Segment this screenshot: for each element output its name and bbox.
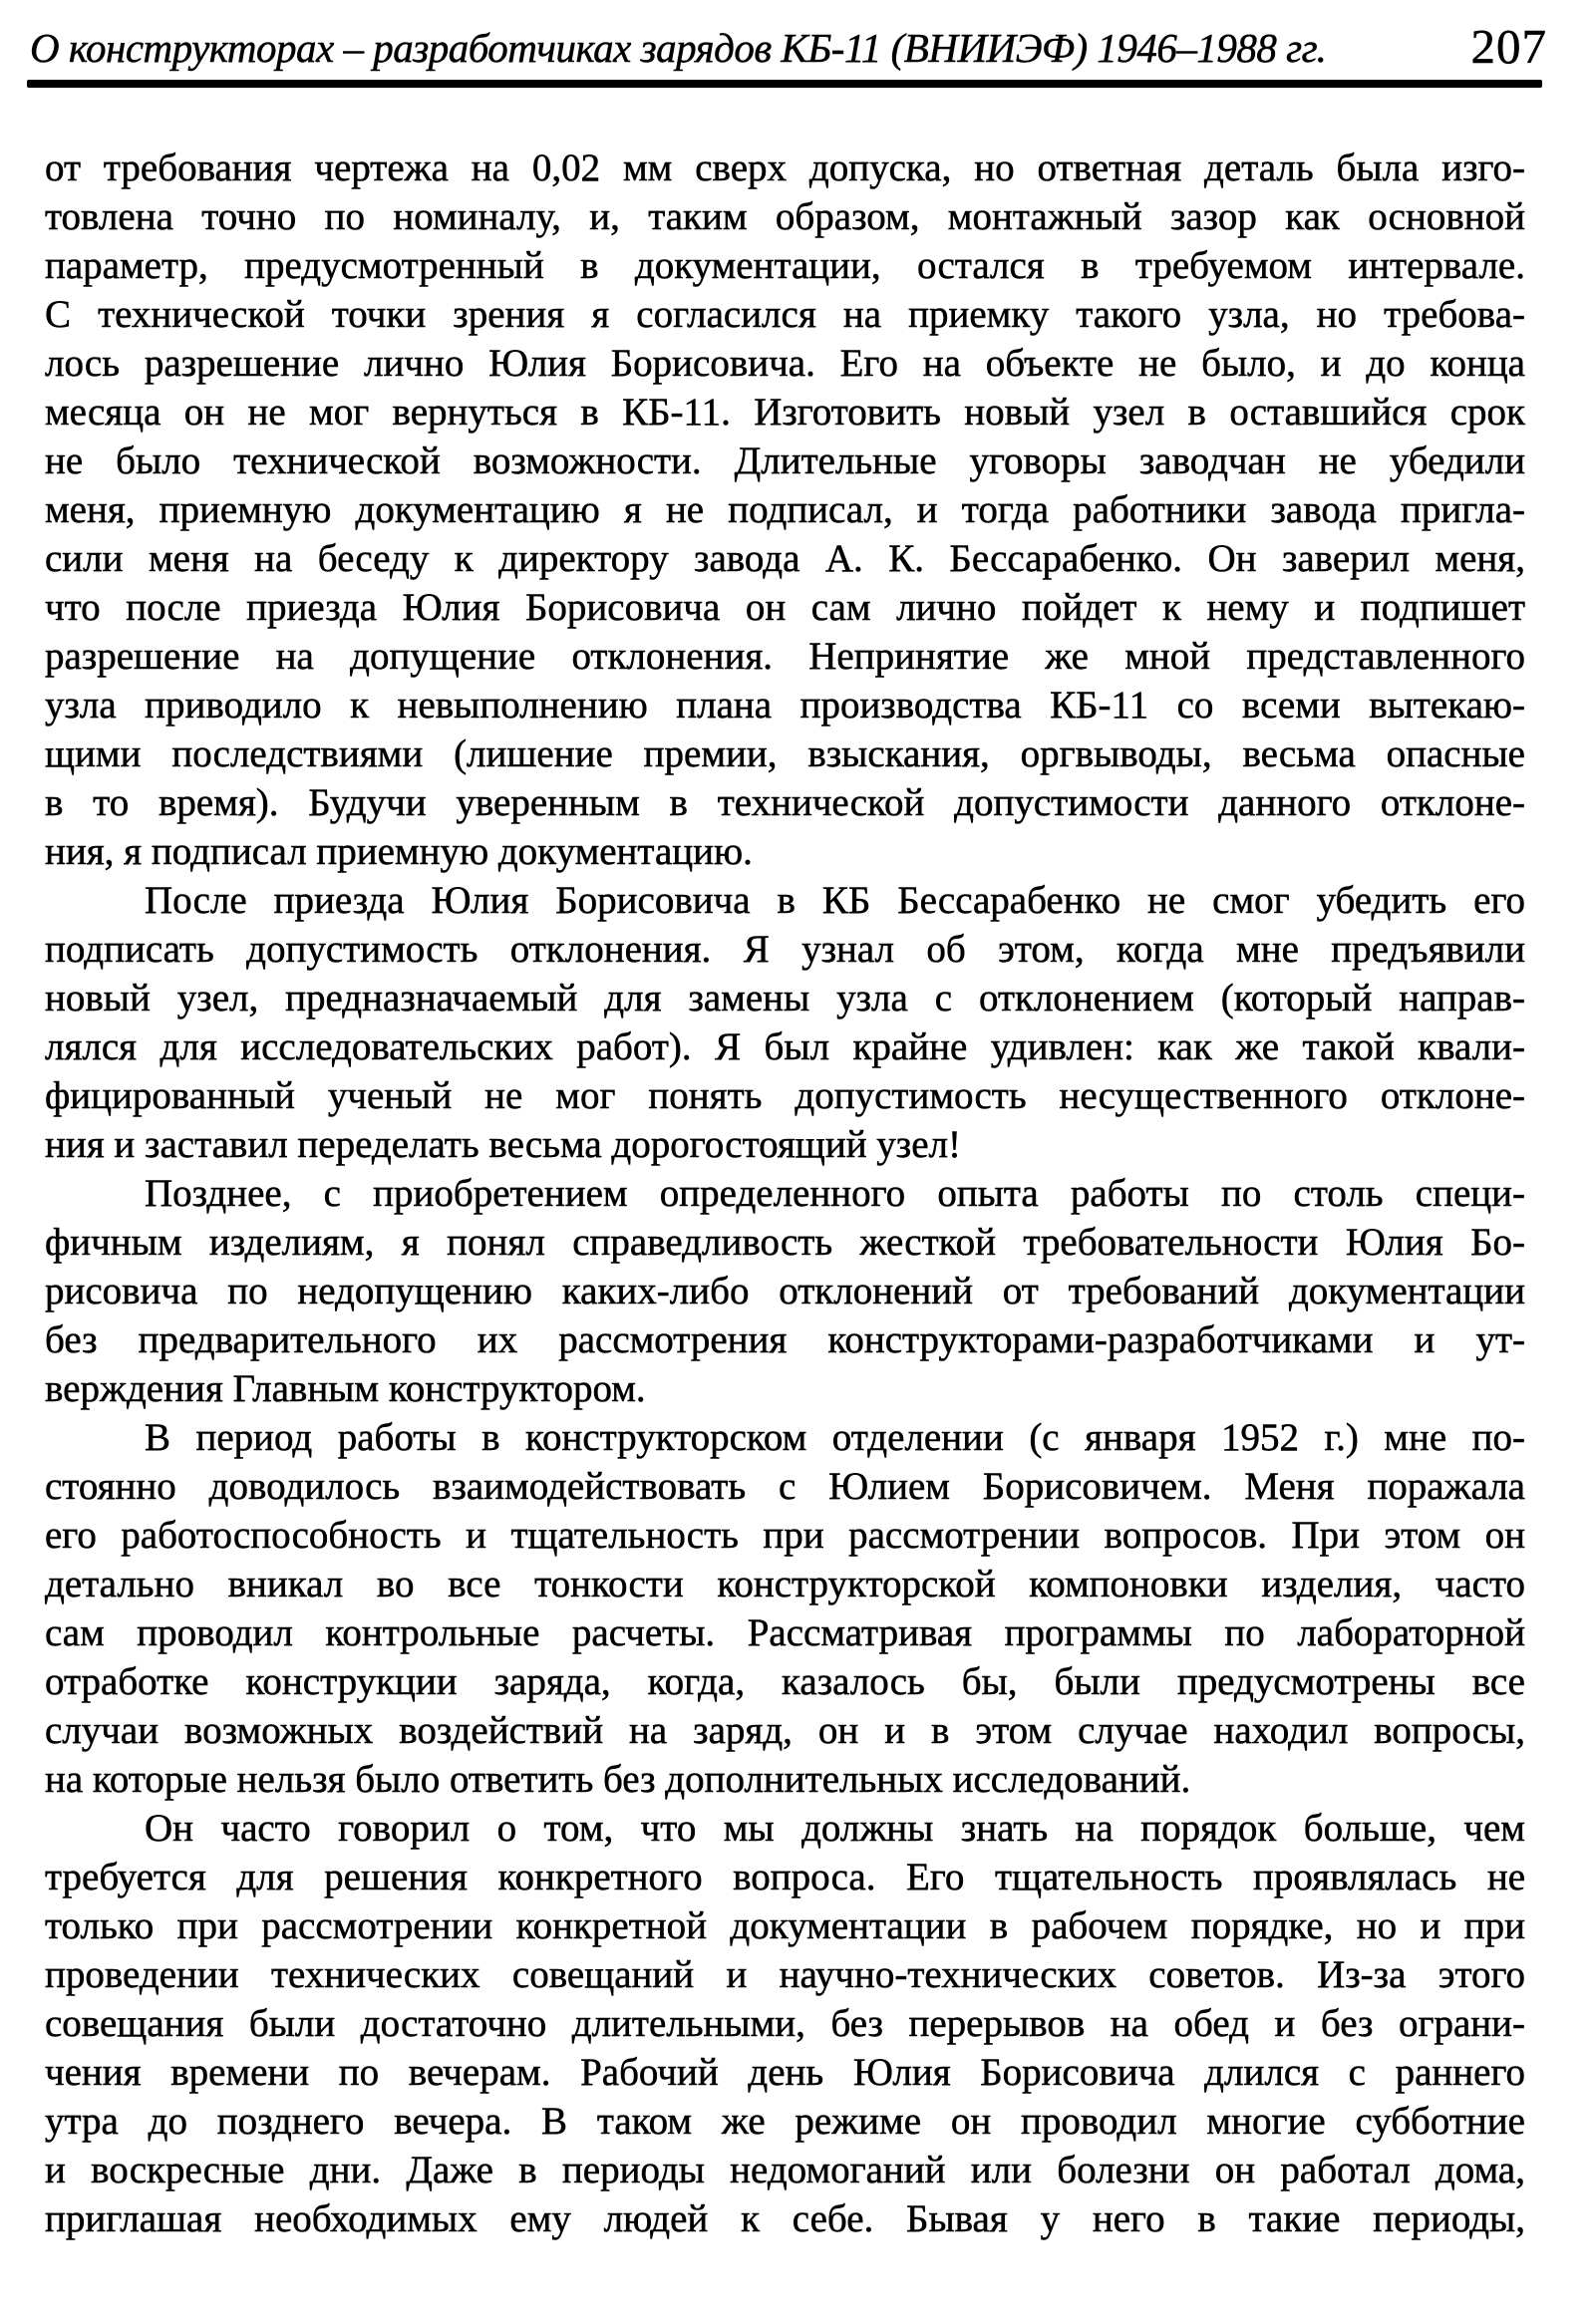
text-line: стоянно доводилось взаимодействовать с Юлием Борисовичем. Меня поражала [45, 1465, 1525, 1508]
text-line: месяца он не мог вернуться в КБ-11. Изготовить новый узел в оставшийся срок [45, 391, 1525, 434]
text-line: меня, приемную документацию я не подписал, и тогда работники завода пригла- [45, 488, 1525, 531]
text-line: разрешение на допущение отклонения. Непринятие же мной представленного [45, 635, 1525, 678]
text-line: сам проводил контрольные расчеты. Рассматривая программы по лабораторной [45, 1611, 1525, 1654]
text-line: После приезда Юлия Борисовича в КБ Бессарабенко не смог убедить его [145, 879, 1525, 922]
text-line: совещания были достаточно длительными, без перерывов на обед и без ограни- [45, 2002, 1525, 2045]
page-number: 207 [1470, 19, 1547, 74]
text-line: его работоспособность и тщательность при рассмотрении вопросов. При этом он [45, 1514, 1525, 1557]
text-line: требуется для решения конкретного вопроса. Его тщательность проявлялась не [45, 1856, 1525, 1898]
text-line: сили меня на беседу к директору завода А. К. Бессарабенко. Он заверил меня, [45, 537, 1525, 580]
text-line: фицированный ученый не мог понять допустимость несущественного отклоне- [45, 1074, 1525, 1117]
text-line: В период работы в конструкторском отделении (с января 1952 г.) мне по- [145, 1416, 1525, 1459]
text-line: лось разрешение лично Юлия Борисовича. Его на объекте не было, и до конца [45, 342, 1525, 385]
text-line: Позднее, с приобретением определенного опыта работы по столь специ- [145, 1172, 1525, 1215]
text-line: ния и заставил переделать весьма дорогостоящий узел! [45, 1123, 961, 1166]
text-line: параметр, предусмотренный в документации, остался в требуемом интервале. [45, 244, 1525, 287]
text-line: от требования чертежа на 0,02 мм сверх допуска, но ответная деталь была изго- [45, 146, 1525, 189]
text-line: на которые нельзя было ответить без дополнительных исследований. [45, 1758, 1191, 1801]
text-line: без предварительного их рассмотрения конструкторами-разработчиками и ут- [45, 1318, 1525, 1361]
text-line: товлена точно по номиналу, и, таким образом, монтажный зазор как основной [45, 195, 1525, 238]
text-line: Он часто говорил о том, что мы должны знать на порядок больше, чем [145, 1807, 1525, 1850]
header-rule [27, 80, 1542, 88]
text-line: детально вникал во все тонкости конструкторской компоновки изделия, часто [45, 1563, 1525, 1605]
text-line: узла приводило к невыполнению плана производства КБ-11 со всеми вытекаю- [45, 684, 1525, 726]
text-line: в то время). Будучи уверенным в технической допустимости данного отклоне- [45, 781, 1525, 824]
page-header-title: О конструкторах – разработчиках зарядов КБ-11 (ВНИИЭФ) 1946–1988 гг. [30, 25, 1327, 71]
text-line: случаи возможных воздействий на заряд, он и в этом случае находил вопросы, [45, 1709, 1525, 1752]
text-line: щими последствиями (лишение премии, взыскания, оргвыводы, весьма опасные [45, 732, 1525, 775]
text-line: лялся для исследовательских работ). Я был крайне удивлен: как же такой квали- [45, 1025, 1525, 1068]
text-line: приглашая необходимых ему людей к себе. Бывая у него в такие периоды, [45, 2197, 1525, 2240]
text-line: проведении технических совещаний и научно-технических советов. Из-за этого [45, 1953, 1525, 1996]
text-line: фичным изделиям, я понял справедливость жесткой требовательности Юлия Бо- [45, 1221, 1525, 1264]
body-text [45, 144, 1525, 2243]
text-line: ния, я подписал приемную документацию. [45, 830, 753, 873]
text-line: подписать допустимость отклонения. Я узнал об этом, когда мне предъявили [45, 928, 1525, 971]
running-header [30, 18, 1547, 76]
text-line: только при рассмотрении конкретной документации в рабочем порядке, но и при [45, 1904, 1525, 1947]
text-line: рисовича по недопущению каких-либо отклонений от требований документации [45, 1270, 1525, 1312]
text-line: не было технической возможности. Длительные уговоры заводчан не убедили [45, 439, 1525, 482]
text-line: и воскресные дни. Даже в периоды недомоганий или болезни он работал дома, [45, 2149, 1525, 2191]
text-line: отработке конструкции заряда, когда, казалось бы, были предусмотрены все [45, 1660, 1525, 1703]
text-line: что после приезда Юлия Борисовича он сам лично пойдет к нему и подпишет [45, 586, 1525, 629]
text-line: верждения Главным конструктором. [45, 1367, 646, 1410]
text-line: чения времени по вечерам. Рабочий день Юлия Борисовича длился с раннего [45, 2051, 1525, 2094]
text-line: новый узел, предназначаемый для замены узла с отклонением (который направ- [45, 977, 1525, 1019]
text-line: утра до позднего вечера. В таком же режиме он проводил многие субботние [45, 2100, 1525, 2143]
text-line: С технической точки зрения я согласился на приемку такого узла, но требова- [45, 293, 1525, 336]
